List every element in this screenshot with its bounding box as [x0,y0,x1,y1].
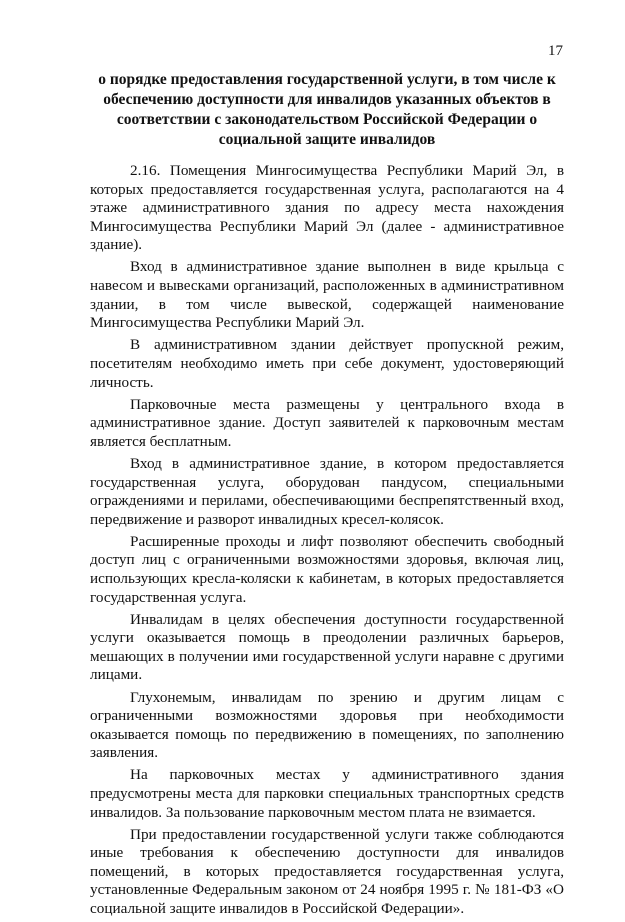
paragraph-assistance: Инвалидам в целях обеспечения доступности государственной услуги оказывается помощь в преодолении различных барьеров, мешающих в получении ими государственной услуги наравне с другими лицами. [90,610,564,684]
paragraph-passages-lift: Расширенные проходы и лифт позволяют обеспечить свободный доступ лиц с ограниченными возможностями здоровья, включая лиц, использующих кресла-коляски к кабинетам, в которых предоставляется государственная услуга. [90,532,564,606]
paragraph-deaf-blind-help: Глухонемым, инвалидам по зрению и другим лицам с ограниченными возможностями здоровья при необходимости оказывается помощь по передвижению в помещениях, по заполнению заявления. [90,688,564,762]
paragraph-ramp: Вход в административное здание, в котором предоставляется государственная услуга, оборудован пандусом, специальными ограждениями и перилами, обеспечивающими беспрепятственный вход, передвижение и разворот инвалидных кресел-колясок. [90,454,564,528]
paragraph-access-control: В административном здании действует пропускной режим, посетителям необходимо иметь при себе документ, удостоверяющий личность. [90,336,564,391]
section-heading: о порядке предоставления государственной услуги, в том числе к обеспечению доступности для инвалидов указанных объектов в соответствии с законодательством Российской Федерации о социальной защите инвалидов [98,71,556,148]
paragraph-parking: Парковочные места размещены у центрального входа в административное здание. Доступ заявителей к парковочным местам является бесплатным. [90,395,564,450]
paragraph-disabled-parking: На парковочных местах у административного здания предусмотрены места для парковки специальных транспортных средств инвалидов. За пользование парковочным местом плата не взимается. [90,766,564,821]
body-text [90,162,564,922]
page-number: 17 [548,43,563,59]
paragraph-entrance: Вход в административное здание выполнен в виде крыльца с навесом и вывесками организаций, расположенных в административном здании, в том числе вывеской, содержащей наименование Мингосимущества Республики Марий Эл. [90,258,564,332]
paragraph-federal-law: При предоставлении государственной услуги также соблюдаются иные требования к обеспечению доступности для инвалидов помещений, в которых предоставляется государственная услуга, установленные Федеральным законом от 24 ноября 1995 г. № 181-ФЗ «О социальной защите инвалидов в Российской Федерации». [90,825,564,918]
paragraph-2-16: 2.16. Помещения Мингосимущества Республики Марий Эл, в которых предоставляется государственная услуга, располагаются на 4 этаже административного здания по адресу места нахождения Мингосимущества Республики Марий Эл (далее - административное здание). [90,162,564,254]
